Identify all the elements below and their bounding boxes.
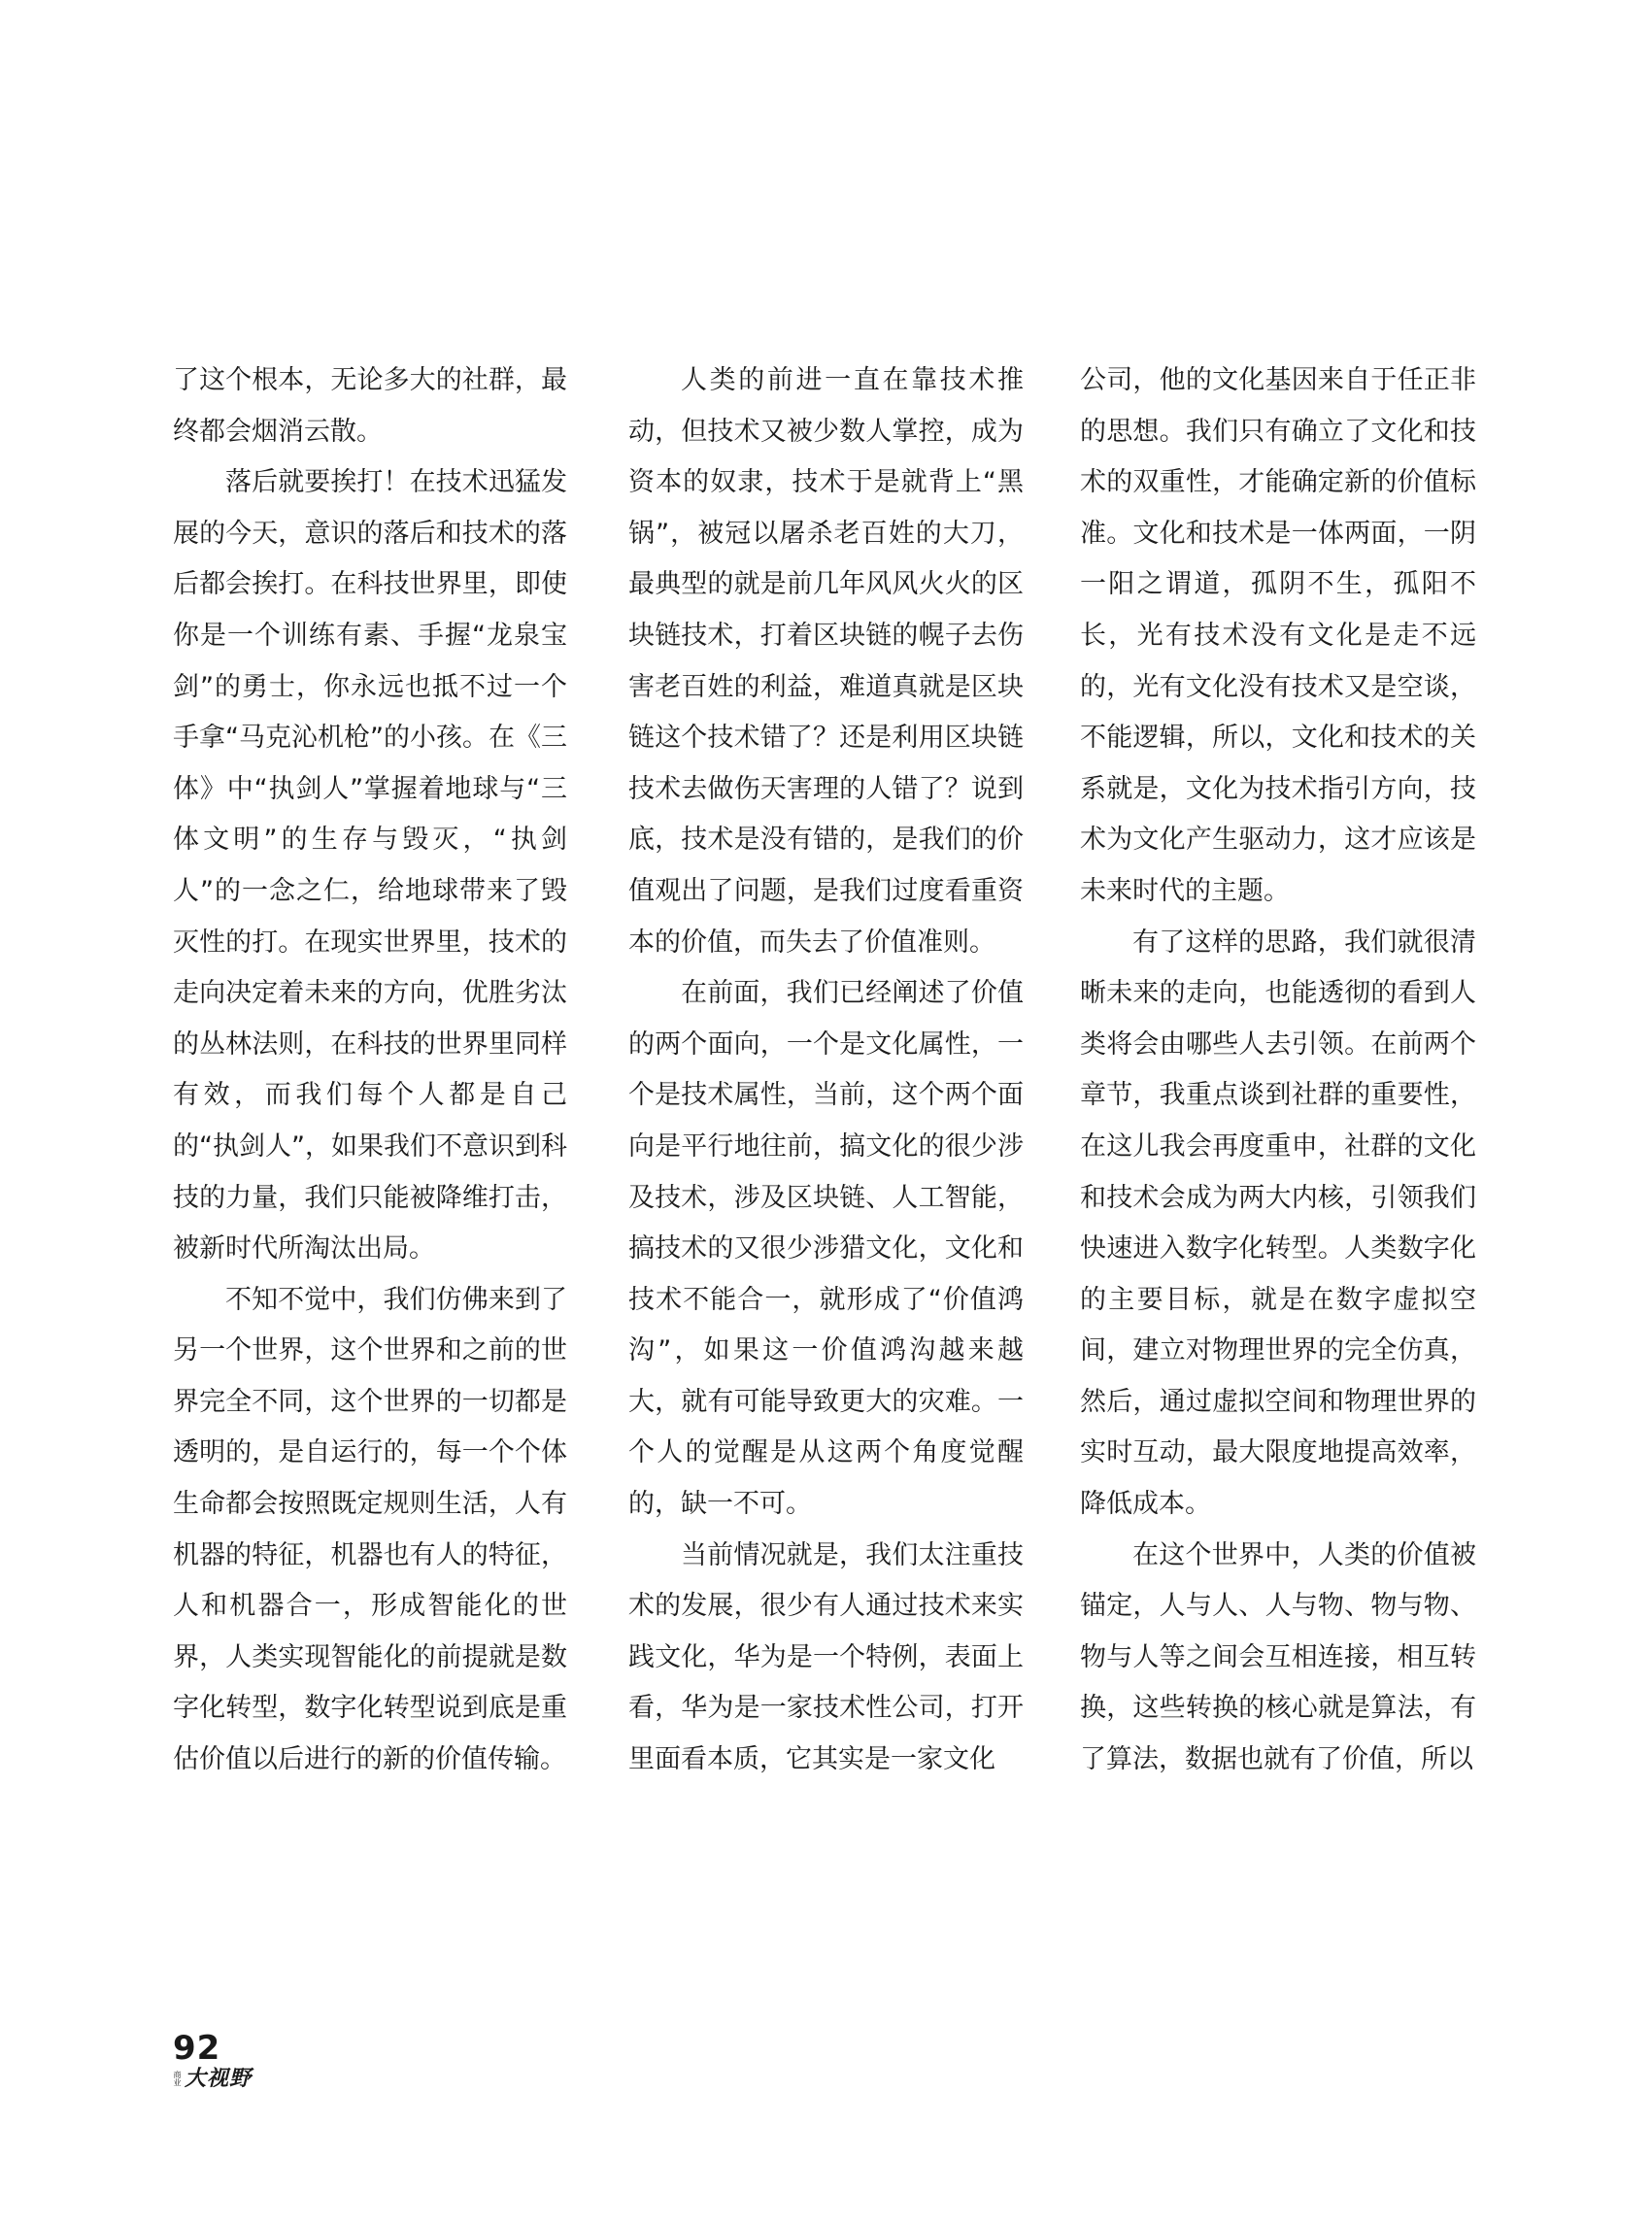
paragraph: 不知不觉中，我们仿佛来到了另一个世界，这个世界和之前的世界完全不同，这个世界的一切都是透明的，是自运行的，每一个个体生命都会按照既定规则生活，人有机器的特征，机器也有人的特征，人和机器合一，形成智能化的世界，人类实现智能化的前提就是数字化转型，数字化转型说到底是重估价值以后进行的新的价值传输。 <box>173 1284 567 1775</box>
text-column-3 <box>1080 355 1476 1786</box>
paragraph: 在前面，我们已经阐述了价值的两个面向，一个是文化属性，一个是技术属性，当前，这个两个面向是平行地往前，搞文化的很少涉及技术，涉及区块链、人工智能，搞技术的又很少涉猎文化，文化和技术不能合一，就形成了“价值鸿沟”，如果这一价值鸿沟越来越大，就有可能导致更大的灾难。一个人的觉醒是从这两个角度觉醒的，缺一不可。 <box>628 978 1024 1520</box>
publisher-mark: 商业 <box>173 2071 182 2086</box>
paragraph: 在这个世界中，人类的价值被锚定，人与人、人与物、物与物、物与人等之间会互相连接，相互转换，这些转换的核心就是算法，有了算法，数据也就有了价值，所以 <box>1080 1539 1476 1775</box>
text-column-1 <box>173 355 567 1786</box>
paragraph: 公司，他的文化基因来自于任正非的思想。我们只有确立了文化和技术的双重性，才能确定新的价值标准。文化和技术是一体两面，一阴一阳之谓道，孤阴不生，孤阳不长，光有技术没有文化是走不远的，光有文化没有技术又是空谈，不能逻辑，所以，文化和技术的关系就是，文化为技术指引方向，技术为文化产生驱动力，这才应该是未来时代的主题。 <box>1080 365 1476 906</box>
text-column-2 <box>628 355 1024 1786</box>
page-number: 92 <box>173 2029 221 2068</box>
paragraph: 有了这样的思路，我们就很清晰未来的走向，也能透彻的看到人类将会由哪些人去引领。在前两个章节，我重点谈到社群的重要性，在这儿我会再度重申，社群的文化和技术会成为两大内核，引领我们快速进入数字化转型。人类数字化的主要目标，就是在数字虚拟空间，建立对物理世界的完全仿真，然后，通过虚拟空间和物理世界的实时互动，最大限度地提高效率，降低成本。 <box>1080 927 1476 1520</box>
paragraph: 当前情况就是，我们太注重技术的发展，很少有人通过技术来实践文化，华为是一个特例，表面上看，华为是一家技术性公司，打开里面看本质，它其实是一家文化 <box>628 1539 1024 1775</box>
magazine-logo <box>173 2067 252 2090</box>
paragraph: 落后就要挨打！在技术迅猛发展的今天，意识的落后和技术的落后都会挨打。在科技世界里，即使你是一个训练有素、手握“龙泉宝剑”的勇士，你永远也抵不过一个手拿“马克沁机枪”的小孩。在《三体》中“执剑人”掌握着地球与“三体文明”的生存与毁灭，“执剑人”的一念之仁，给地球带来了毁灭性的打。在现实世界里，技术的走向决定着未来的方向，优胜劣汰的丛林法则，在科技的世界里同样有效，而我们每个人都是自己的“执剑人”，如果我们不意识到科技的力量，我们只能被降维打击，被新时代所淘汰出局。 <box>173 467 567 1264</box>
paragraph: 人类的前进一直在靠技术推动，但技术又被少数人掌控，成为资本的奴隶，技术于是就背上“黑锅”，被冠以屠杀老百姓的大刀，最典型的就是前几年风风火火的区块链技术，打着区块链的幌子去伤害老百姓的利益，难道真就是区块链这个技术错了？还是利用区块链技术去做伤天害理的人错了？说到底，技术是没有错的，是我们的价值观出了问题，是我们过度看重资本的价值，而失去了价值准则。 <box>628 365 1024 958</box>
paragraph: 了这个根本，无论多大的社群，最终都会烟消云散。 <box>173 365 567 447</box>
magazine-name: 大视野 <box>185 2066 253 2091</box>
page-footer <box>173 2029 253 2091</box>
